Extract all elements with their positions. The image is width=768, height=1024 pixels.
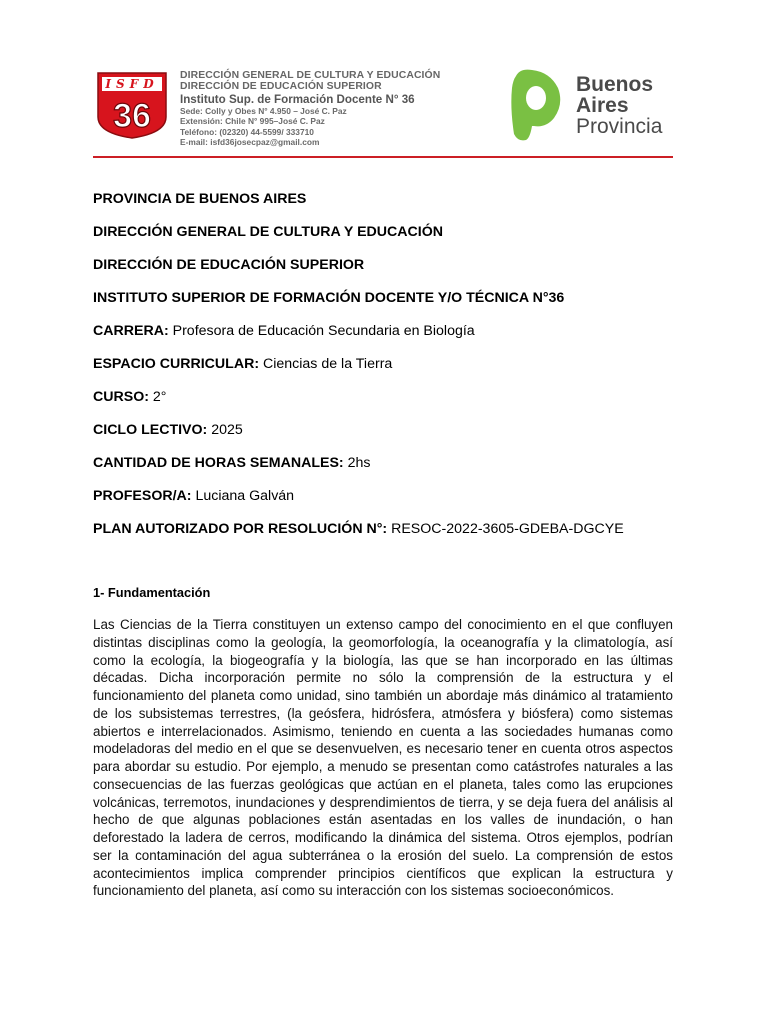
meta-instituto: INSTITUTO SUPERIOR DE FORMACIÓN DOCENTE Y/O TÉCNICA N°36 xyxy=(93,290,565,306)
meta-direccion-superior: DIRECCIÓN DE EDUCACIÓN SUPERIOR xyxy=(93,257,365,273)
inst-line-name: Instituto Sup. de Formación Docente N° 36 xyxy=(180,92,415,106)
meta-plan-resolucion: PLAN AUTORIZADO POR RESOLUCIÓN N°: RESOC-2022-3605-GDEBA-DGCYE xyxy=(93,521,624,537)
meta-provincia: PROVINCIA DE BUENOS AIRES xyxy=(93,191,307,207)
inst-line-dgce: DIRECCIÓN GENERAL DE CULTURA Y EDUCACIÓN xyxy=(180,70,441,81)
province-line-2: Aires xyxy=(576,94,629,117)
province-name xyxy=(576,74,662,137)
inst-line-phone: Teléfono: (02320) 44-5599/ 333710 xyxy=(180,126,314,137)
meta-espacio-curricular: ESPACIO CURRICULAR: Ciencias de la Tierra xyxy=(93,356,393,372)
meta-direccion-general: DIRECCIÓN GENERAL DE CULTURA Y EDUCACIÓN xyxy=(93,224,443,240)
section-title-fundamentacion: 1- Fundamentación xyxy=(93,585,211,600)
institute-info xyxy=(180,70,480,148)
header-divider xyxy=(93,156,673,158)
fundamentacion-paragraph: Las Ciencias de la Tierra constituyen un extenso campo del conocimiento en el que confluyen distintas disciplinas como la geología, la geomorfología, la oceanografía y la climatología, así como la ecología, la biogeografía y la biología, las que se han incorporado en las últimas décadas. Dicha incorporación permite no sólo la comprensión de la estructura y el funcionamiento del planeta como unidad, sino también un abordaje más dinámico al tratamiento de los subsistemas terrestres, (la geósfera, hidrósfera, atmósfera y biósfera) como sistemas abiertos e interrelacionados. Asimismo, teniendo en cuenta a las sociedades humanas como modeladoras del medio en el que se desenvuelven, es necesario tener en cuenta otros aspectos para abordar su estudio. Por ejemplo, a menudo se presentan como catástrofes naturales a las consecuencias de las fuerzas geológicas que actúan en el planeta, tales como las erupciones volcánicas, terremotos, inundaciones y desprendimientos de tierra, y se deja fuera del análisis al hecho de que algunas poblaciones están asentadas en los valles de inundación, o han deforestado la ladera de cerros, modificando la dinámica del sistema. Otros ejemplos, podrían ser la contaminación del agua subterránea o la erosión del suelo. La comprensión de estos acontecimientos implica comprender principios científicos que explican la estructura y funcionamiento del planeta, así como su interacción con los sistemas socioeconómicos. xyxy=(93,617,673,899)
inst-line-email: E-mail: isfd36josecpaz@gmail.com xyxy=(180,137,320,148)
svg-text:36: 36 xyxy=(113,97,151,135)
isfd-36-shield-logo xyxy=(96,71,168,139)
province-line-1: Buenos xyxy=(576,73,654,96)
inst-line-sede: Sede: Colly y Obes N° 4.950 – José C. Paz xyxy=(180,105,347,116)
inst-line-des: DIRECCIÓN DE EDUCACIÓN SUPERIOR xyxy=(180,81,382,93)
meta-curso: CURSO: 2° xyxy=(93,389,167,405)
svg-text:ISFD: ISFD xyxy=(105,77,159,91)
province-line-3: Provincia xyxy=(576,115,663,138)
meta-ciclo-lectivo: CICLO LECTIVO: 2025 xyxy=(93,422,243,438)
meta-profesor: PROFESOR/A: Luciana Galván xyxy=(93,488,295,504)
meta-horas-semanales: CANTIDAD DE HORAS SEMANALES: 2hs xyxy=(93,455,371,471)
inst-line-extension: Extensión: Chile N° 995–José C. Paz xyxy=(180,116,325,127)
meta-carrera: CARRERA: Profesora de Educación Secundaria en Biología xyxy=(93,323,475,339)
document-header xyxy=(96,68,676,158)
